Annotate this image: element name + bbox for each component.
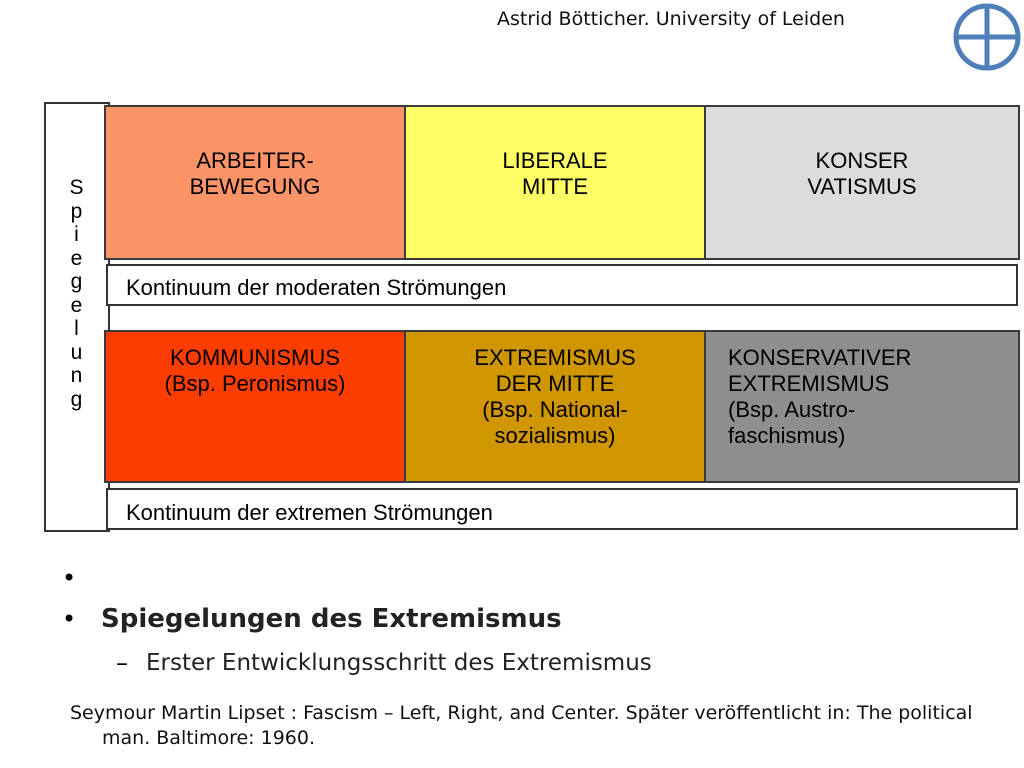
cell-kommunismus <box>104 330 406 483</box>
side-label-letter: i <box>74 223 80 246</box>
side-label-letter: p <box>70 199 84 223</box>
cell-line: DER MITTE <box>495 371 615 396</box>
side-label-letter: e <box>70 293 84 317</box>
side-label-letter: n <box>70 364 84 387</box>
cell-line: EXTREMISMUS <box>728 371 890 396</box>
cell-line: VATISMUS <box>807 174 917 199</box>
cell-line: ARBEITER- <box>196 148 314 173</box>
side-label-letter: g <box>70 270 84 293</box>
cell-line: KOMMUNISMUS <box>170 345 340 370</box>
cell-konservatismus <box>704 105 1020 260</box>
cell-line: EXTREMISMUS <box>474 345 636 370</box>
citation-text: Seymour Martin Lipset : Fascism – Left, Right, and Center. Später veröffentlicht in: The political man. Baltimore: 1960. <box>70 702 973 749</box>
author-caption: Astrid Bötticher. University of Leiden <box>497 8 845 30</box>
cell-line: sozialismus) <box>494 423 616 448</box>
side-label-letter: g <box>70 387 84 411</box>
moderate-continuum-bar: Kontinuum der moderaten Strömungen <box>106 264 1018 306</box>
cell-line: faschismus) <box>728 423 846 448</box>
cell-arbeiterbewegung <box>104 105 406 260</box>
extreme-continuum-bar: Kontinuum der extremen Strömungen <box>106 488 1018 530</box>
bullet-dot: • <box>62 605 77 633</box>
cell-line: LIBERALE <box>502 148 608 173</box>
cell-line: KONSERVATIVER <box>728 345 912 370</box>
sub-bullet-text: Erster Entwicklungsschritt des Extremismus <box>146 650 652 676</box>
cell-line: (Bsp. Austro- <box>728 397 856 422</box>
cell-konservativer-extremismus <box>704 330 1020 483</box>
sub-bullet-dash: – <box>116 649 128 677</box>
spiegelung-side-box <box>44 102 110 532</box>
side-label-letter: u <box>70 340 84 364</box>
cell-line: KONSER <box>815 148 909 173</box>
empty-bullet: • <box>62 564 77 592</box>
cell-line: (Bsp. National- <box>482 397 628 422</box>
side-label-letter: S <box>69 176 85 199</box>
cell-liberale-mitte <box>404 105 706 260</box>
circled-cross-logo-icon <box>952 2 1022 72</box>
side-label-letter: l <box>74 317 80 340</box>
cell-line: MITTE <box>522 174 588 199</box>
cell-extremismus-der-mitte <box>404 330 706 483</box>
cell-line: (Bsp. Peronismus) <box>164 371 346 396</box>
side-label-letter: e <box>70 246 84 270</box>
cell-line: BEWEGUNG <box>189 174 321 199</box>
main-bullet-text: Spiegelungen des Extremismus <box>101 604 562 634</box>
spiegelung-vertical-label <box>46 176 108 411</box>
